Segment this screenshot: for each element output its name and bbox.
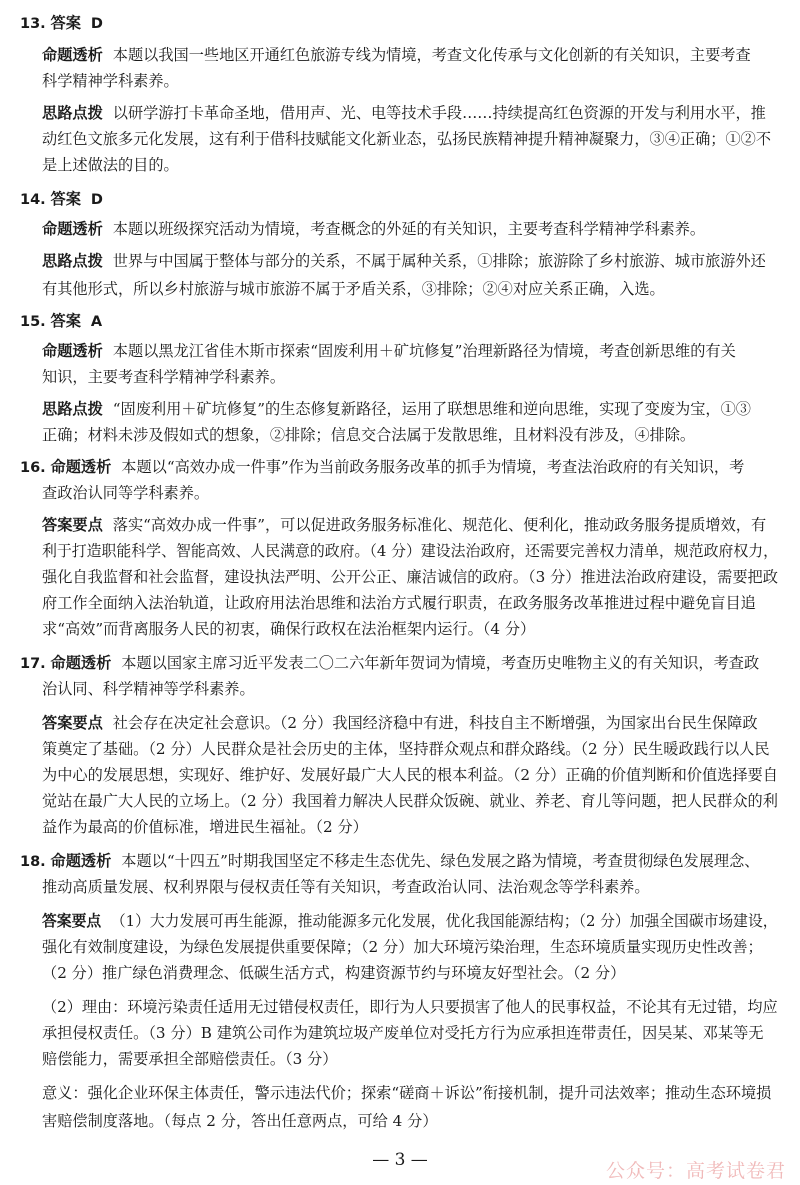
q18-points-line-1: 答案要点 （1）大力发展可再生能源，推动能源多元化发展，优化我国能源结构；（2 分）加强全国碳市场建设，	[42, 912, 778, 930]
watermark: 公众号：高考试卷君	[605, 1160, 786, 1182]
q15-answer: A	[90, 314, 103, 330]
q15-hint-line-1: 思路点拨 “固废利用＋矿坑修复”的生态修复新路径，运用了联想思维和逆向思维，实现了变废为宝，①③	[42, 400, 751, 418]
q15-analysis-line-2: 知识，主要考查科学精神学科素养。	[42, 368, 285, 386]
q17-number: 17.	[20, 656, 46, 672]
q13-hint-line-1: 思路点拨 以研学游打卡革命圣地，借用声、光、电等技术手段……持续提高红色资源的开发与利用水平，推	[42, 104, 766, 122]
q13-hint-line-3: 是上述做法的目的。	[42, 156, 179, 174]
q14-analysis-tag: 命题透析	[42, 220, 103, 238]
q18-significance-line-2: 害赔偿制度落地。（每点 2 分，答出任意两点，可给 4 分）	[42, 1112, 438, 1130]
q17-points-line-3: 为中心的发展思想，实现好、维护好、发展好最广大人民的根本利益。（2 分）正确的价值判断和价值选择要自	[42, 766, 778, 784]
q15-number: 15.	[20, 314, 46, 330]
q14-answer-tag: 答案	[50, 190, 81, 208]
q15-hint-tag: 思路点拨	[42, 400, 103, 418]
q16-analysis-line-2: 查政治认同等学科素养。	[42, 484, 210, 502]
q18-part2-line-3: 赔偿能力，需要承担全部赔偿责任。（3 分）	[42, 1050, 338, 1068]
q17-points-line-1: 答案要点 社会存在决定社会意识。（2 分）我国经济稳中有进，科技自主不断增强，为国家出台民生保障政	[42, 714, 758, 732]
q15-answer-tag: 答案	[50, 312, 81, 330]
q16-points-line-4: 府工作全面纳入法治轨道，让政府用法治思维和法治方式履行职责，在政务服务改革推进过程中避免盲目追	[42, 594, 756, 612]
q13-hint-line-2: 动红色文旅多元化发展，这有利于借科技赋能文化新业态，弘扬民族精神提升精神凝聚力，③④正确；①②不	[42, 130, 771, 148]
q16-points-tag: 答案要点	[42, 516, 103, 534]
q14-analysis-line-1: 命题透析 本题以班级探究活动为情境，考查概念的外延的有关知识，主要考查科学精神学科素养。	[42, 220, 706, 238]
q18-points-line-3: （2 分）推广绿色消费理念、低碳生活方式，构建资源节约与环境友好型社会。（2 分）	[42, 964, 626, 982]
q18-analysis-line-1: 18. 命题透析 本题以“十四五”时期我国坚定不移走生态优先、绿色发展之路为情境，考查贯彻绿色发展理念、	[20, 852, 760, 870]
q14-number: 14.	[20, 192, 46, 208]
q15-answer-line	[20, 310, 102, 332]
q17-analysis-line-1: 17. 命题透析 本题以国家主席习近平发表二〇二六年新年贺词为情境，考查历史唯物主义的有关知识，考查政	[20, 654, 760, 672]
q18-significance-line-1: 意义：强化企业环保主体责任，警示违法代价；探索“磋商＋诉讼”衔接机制，提升司法效率；推动生态环境损	[42, 1084, 772, 1102]
q15-analysis-line-1: 命题透析 本题以黑龙江省佳木斯市探索“固废利用＋矿坑修复”治理新路径为情境，考查创新思维的有关	[42, 342, 736, 360]
q16-number: 16.	[20, 460, 46, 476]
q13-analysis-line-1: 命题透析 本题以我国一些地区开通红色旅游专线为情境，考查文化传承与文化创新的有关知识，主要考查	[42, 46, 751, 64]
q16-points-line-2: 利于打造职能科学、智能高效、人民满意的政府。（4 分）建设法治政府，还需要完善权力清单，规范政府权力，	[42, 542, 779, 560]
q18-number: 18.	[20, 854, 46, 870]
q17-points-line-5: 益作为最高的价值标准，增进民生福祉。（2 分）	[42, 818, 368, 836]
q18-part2-line-1: （2）理由：环境污染责任适用无过错侵权责任，即行为人只要损害了他人的民事权益，不论其有无过错，均应	[42, 998, 778, 1016]
q13-analysis-tag: 命题透析	[42, 46, 103, 64]
q14-hint-line-2: 有其他形式，所以乡村旅游与城市旅游不属于矛盾关系，③排除；②④对应关系正确，入选。	[42, 280, 665, 298]
q17-points-line-4: 觉站在最广大人民的立场上。（2 分）我国着力解决人民群众饭碗、就业、养老、育儿等问题，把人民群众的利	[42, 792, 778, 810]
q18-analysis-line-2: 推动高质量发展、权利界限与侵权责任等有关知识，考查政治认同、法治观念等学科素养。	[42, 878, 650, 896]
q18-analysis-tag: 命题透析	[50, 852, 112, 870]
q14-answer-line	[20, 188, 103, 210]
q17-points-tag: 答案要点	[42, 714, 103, 732]
q18-points-line-2: 强化有效制度建设，为绿色发展提供重要保障；（2 分）加大环境污染治理，生态环境质量实现历史性改善；	[42, 938, 763, 956]
q15-analysis-tag: 命题透析	[42, 342, 103, 360]
q13-answer-line	[20, 12, 103, 34]
q16-points-line-5: 求“高效”而背离服务人民的初衷，确保行政权在法治框架内运行。（4 分）	[42, 620, 536, 638]
q14-hint-tag: 思路点拨	[42, 252, 103, 270]
q17-points-line-2: 策奠定了基础。（2 分）人民群众是社会历史的主体，坚持群众观点和群众路线。（2 分）民生暖政践行以人民	[42, 740, 770, 758]
q16-points-line-1: 答案要点 落实“高效办成一件事”，可以促进政务服务标准化、规范化、便利化，推动政务服务提质增效，有	[42, 516, 767, 534]
q13-answer: D	[90, 16, 103, 32]
q13-answer-tag: 答案	[50, 14, 81, 32]
q16-analysis-line-1: 16. 命题透析 本题以“高效办成一件事”作为当前政务服务改革的抓手为情境，考查法治政府的有关知识，考	[20, 458, 745, 476]
q17-analysis-line-2: 治认同、科学精神等学科素养。	[42, 680, 255, 698]
q18-part2-line-2: 承担侵权责任。（3 分）B 建筑公司作为建筑垃圾产废单位对受托方行为应承担连带责任，因吴某、邓某等无	[42, 1024, 764, 1042]
q14-hint-line-1: 思路点拨 世界与中国属于整体与部分的关系，不属于属种关系，①排除；旅游除了乡村旅游、城市旅游外还	[42, 252, 766, 270]
q17-analysis-tag: 命题透析	[50, 654, 112, 672]
q14-answer: D	[90, 192, 103, 208]
q13-hint-tag: 思路点拨	[42, 104, 103, 122]
q16-analysis-tag: 命题透析	[50, 458, 112, 476]
q16-points-line-3: 强化自我监督和社会监督，建设执法严明、公开公正、廉洁诚信的政府。（3 分）推进法治政府建设，需要把政	[42, 568, 778, 586]
q13-number: 13.	[20, 16, 46, 32]
page-number: — 3 —	[372, 1150, 428, 1170]
q18-points-tag: 答案要点	[42, 912, 102, 930]
q13-analysis-line-2: 科学精神学科素养。	[42, 72, 179, 90]
q15-hint-line-2: 正确；材料未涉及假如式的想象，②排除；信息交合法属于发散思维，且材料没有涉及，④排除。	[42, 426, 696, 444]
